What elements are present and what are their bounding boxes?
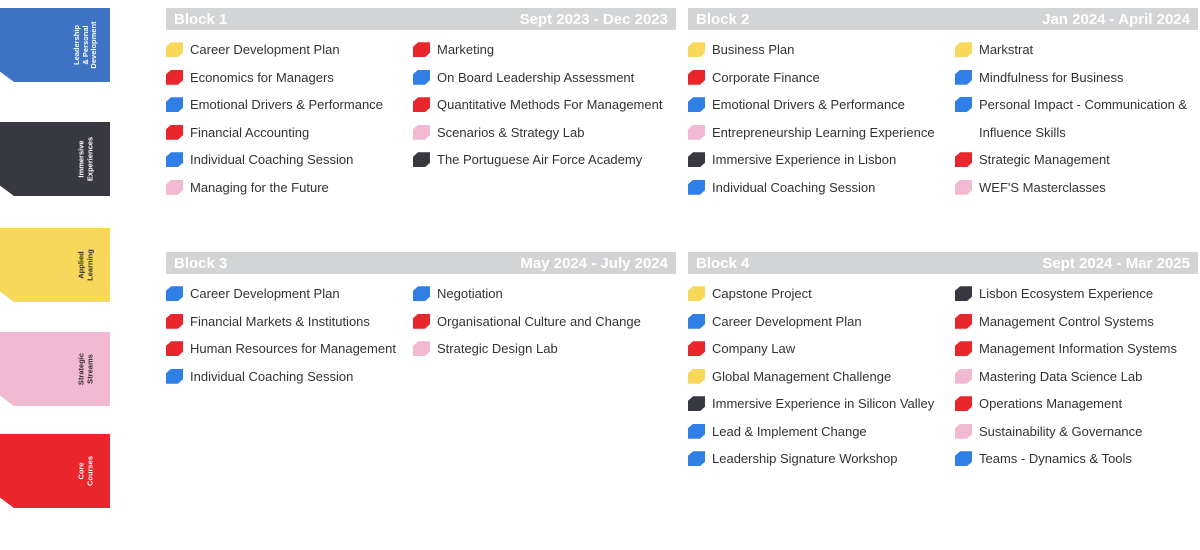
course-label: Leadership Signature Workshop <box>712 451 898 467</box>
block-3 <box>166 252 676 384</box>
pink-tag-icon <box>955 424 972 439</box>
course-item <box>166 308 411 336</box>
red-tag-icon <box>166 314 183 329</box>
course-item <box>166 363 411 391</box>
course-label: On Board Leadership Assessment <box>437 69 635 85</box>
course-label: Global Management Challenge <box>712 368 892 384</box>
course-label: Mindfulness for Business <box>979 69 1124 85</box>
yellow-tag-icon <box>688 369 705 384</box>
course-item <box>955 146 1198 174</box>
yellow-tag-icon <box>166 42 183 57</box>
red-tag-icon <box>166 341 183 356</box>
block-title: Block 3 <box>174 254 228 272</box>
course-item <box>955 363 1198 391</box>
course-label: Quantitative Methods For Management <box>437 97 663 113</box>
course-item <box>688 418 953 446</box>
blue-tag-icon <box>166 369 183 384</box>
course-label: Mastering Data Science Lab <box>979 368 1143 384</box>
course-label: Individual Coaching Session <box>190 368 354 384</box>
course-column <box>166 36 411 201</box>
block-title: Block 4 <box>696 254 750 272</box>
legend-core <box>0 434 110 508</box>
block-dates: Sept 2023 - Dec 2023 <box>519 10 668 28</box>
legend-immersive <box>0 122 110 196</box>
course-label: Markstrat <box>979 42 1034 58</box>
legend-label: Immersive Experiences <box>76 136 94 182</box>
course-item <box>413 36 678 64</box>
course-item <box>166 146 411 174</box>
course-item <box>413 280 676 308</box>
course-item <box>413 119 678 147</box>
course-item <box>688 36 953 64</box>
red-tag-icon <box>413 97 430 112</box>
course-item <box>413 146 678 174</box>
legend-strategic <box>0 332 110 406</box>
blue-tag-icon <box>688 180 705 195</box>
course-label: Marketing <box>437 42 495 58</box>
course-label: Management Control Systems <box>979 313 1154 329</box>
course-label: Lead & Implement Change <box>712 423 867 439</box>
blue-tag-icon <box>955 451 972 466</box>
course-item <box>955 445 1198 473</box>
legend-label: Strategic Streams <box>76 352 94 386</box>
red-tag-icon <box>955 341 972 356</box>
course-label: Corporate Finance <box>712 69 820 85</box>
course-item <box>955 280 1198 308</box>
block-header <box>166 8 676 30</box>
course-item <box>413 308 676 336</box>
block-title: Block 2 <box>696 10 750 28</box>
course-label: Career Development Plan <box>190 42 340 58</box>
red-tag-icon <box>955 152 972 167</box>
blue-tag-icon <box>688 314 705 329</box>
blue-tag-icon <box>688 451 705 466</box>
course-label: Emotional Drivers & Performance <box>712 97 905 113</box>
blue-tag-icon <box>166 97 183 112</box>
course-item <box>166 119 411 147</box>
red-tag-icon <box>688 70 705 85</box>
course-item <box>166 91 411 119</box>
legend-applied <box>0 228 110 302</box>
course-item <box>688 335 953 363</box>
course-label: Financial Accounting <box>190 124 310 140</box>
course-item <box>688 308 953 336</box>
red-tag-icon <box>955 314 972 329</box>
course-label: Personal Impact - Communication & Influence Skills <box>979 97 1188 140</box>
course-item <box>955 308 1198 336</box>
block-dates: Jan 2024 - April 2024 <box>1042 10 1190 28</box>
course-column <box>688 36 953 201</box>
course-item <box>688 280 953 308</box>
course-item <box>955 174 1198 202</box>
course-item <box>413 64 678 92</box>
red-tag-icon <box>413 42 430 57</box>
course-column <box>413 36 678 174</box>
legend-label: Applied Learning <box>76 249 94 281</box>
course-item <box>166 64 411 92</box>
blue-tag-icon <box>688 97 705 112</box>
course-item <box>955 418 1198 446</box>
block-2 <box>688 8 1198 195</box>
block-4 <box>688 252 1198 467</box>
pink-tag-icon <box>955 369 972 384</box>
dark-tag-icon <box>688 152 705 167</box>
red-tag-icon <box>688 341 705 356</box>
block-header <box>688 8 1198 30</box>
course-item <box>688 174 953 202</box>
course-item <box>166 174 411 202</box>
course-label: Sustainability & Governance <box>979 423 1143 439</box>
block-header <box>166 252 676 274</box>
block-title: Block 1 <box>174 10 228 28</box>
course-label: Management Information Systems <box>979 341 1177 357</box>
blue-tag-icon <box>955 70 972 85</box>
pink-tag-icon <box>166 180 183 195</box>
red-tag-icon <box>166 125 183 140</box>
course-item <box>955 64 1198 92</box>
dark-tag-icon <box>955 286 972 301</box>
course-item <box>955 390 1198 418</box>
course-label: Human Resources for Management <box>190 341 396 357</box>
course-item <box>688 363 953 391</box>
course-item <box>166 335 411 363</box>
course-item <box>955 36 1198 64</box>
course-label: Immersive Experience in Lisbon <box>712 152 897 168</box>
red-tag-icon <box>413 314 430 329</box>
pink-tag-icon <box>955 180 972 195</box>
pink-tag-icon <box>413 125 430 140</box>
red-tag-icon <box>166 70 183 85</box>
dark-tag-icon <box>688 396 705 411</box>
blue-tag-icon <box>413 70 430 85</box>
block-dates: May 2024 - July 2024 <box>520 254 668 272</box>
course-item <box>688 91 953 119</box>
course-column <box>688 280 953 473</box>
course-item <box>688 390 953 418</box>
course-label: Business Plan <box>712 42 795 58</box>
course-item <box>688 146 953 174</box>
course-label: Career Development Plan <box>190 286 340 302</box>
course-item <box>688 119 953 147</box>
course-item <box>688 445 953 473</box>
course-label: Negotiation <box>437 286 503 302</box>
course-item <box>413 335 676 363</box>
course-label: Operations Management <box>979 396 1123 412</box>
red-tag-icon <box>955 396 972 411</box>
course-label: Economics for Managers <box>190 69 334 85</box>
course-label: WEF'S Masterclasses <box>979 179 1106 195</box>
course-label: Entrepreneurship Learning Experience <box>712 124 935 140</box>
legend-label: Leadership & Personal Development <box>72 21 99 69</box>
course-column <box>955 36 1198 201</box>
blue-tag-icon <box>955 97 972 112</box>
blue-tag-icon <box>413 286 430 301</box>
course-item <box>166 36 411 64</box>
blue-tag-icon <box>166 286 183 301</box>
legend-label: Core Courses <box>76 456 94 487</box>
course-label: Managing for the Future <box>190 179 329 195</box>
course-column <box>166 280 411 390</box>
course-item <box>413 91 678 119</box>
course-column <box>955 280 1198 473</box>
course-item <box>688 64 953 92</box>
block-dates: Sept 2024 - Mar 2025 <box>1042 254 1190 272</box>
dark-tag-icon <box>413 152 430 167</box>
pink-tag-icon <box>688 125 705 140</box>
course-label: Scenarios & Strategy Lab <box>437 124 585 140</box>
yellow-tag-icon <box>955 42 972 57</box>
course-label: The Portuguese Air Force Academy <box>437 152 643 168</box>
course-label: Company Law <box>712 341 796 357</box>
course-label: Lisbon Ecosystem Experience <box>979 286 1154 302</box>
course-label: Individual Coaching Session <box>712 179 876 195</box>
course-column <box>413 280 676 363</box>
blue-tag-icon <box>166 152 183 167</box>
course-label: Career Development Plan <box>712 313 862 329</box>
legend-leadership <box>0 8 110 82</box>
course-label: Immersive Experience in Silicon Valley <box>712 396 935 412</box>
course-item <box>955 335 1198 363</box>
yellow-tag-icon <box>688 286 705 301</box>
course-label: Teams - Dynamics & Tools <box>979 451 1132 467</box>
block-header <box>688 252 1198 274</box>
course-label: Strategic Management <box>979 152 1110 168</box>
course-item <box>166 280 411 308</box>
course-label: Strategic Design Lab <box>437 341 558 357</box>
course-label: Emotional Drivers & Performance <box>190 97 383 113</box>
course-label: Individual Coaching Session <box>190 152 354 168</box>
yellow-tag-icon <box>688 42 705 57</box>
course-item <box>955 91 1198 146</box>
course-label: Financial Markets & Institutions <box>190 313 370 329</box>
block-1 <box>166 8 676 195</box>
course-label: Organisational Culture and Change <box>437 313 641 329</box>
pink-tag-icon <box>413 341 430 356</box>
blue-tag-icon <box>688 424 705 439</box>
course-label: Capstone Project <box>712 286 812 302</box>
